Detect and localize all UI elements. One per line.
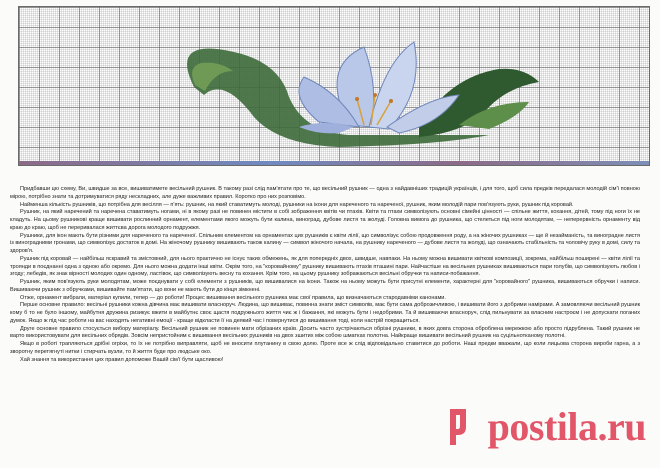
article-text [10,186,640,364]
paragraph: Перше основне правило: весільні рушники кожна дівчина має вишивати власноруч. Людина, що вишиває, повинна знати зміст символів, має бути сама доброзичливою, і вишивати його з добрими намірами. А замовляючи весільний рушник кому б то не було іншому, майбутня дружина ризикує вжити в майбутнє своє щастя подружнього життя чиє ж і бажання, які можуть бути і недобрими. Та й вишиваючи власноруч, слід пильнувати за власним настроєм і не допускати поганих думок. Якщо ж під час роботи на вас находять негативні емоції - краще відкласти її на деякий час і повернутися до вишивання тоді, коли настрій покращиться. [10,302,640,324]
paragraph: Рушники, для ікон мають бути різними для нареченого та нареченої. Спільним елементом на орнаментах цих рушників є квіти лілії, що символізує собою продовження роду, а на жіночих рушниках — ще й незайманість, та виноградне листя із виноградними гронами, що символізує достаток в домі. На жіночому рушнику вишивають також калину — символ жіночого начала, на рушнику нареченого — дубове листя та жолуді, що означають стабільність та чоловічу руку в домі, силу та здоров'я. [10,232,640,254]
lily-stamen-tip [355,97,359,101]
lily-stamen-tip [373,93,377,97]
paragraph: Якщо в роботі трапляються дрібні огріхи, то їх не потрібно виправляти, щоб не вносити плутанину в свою долю. Проте все ж слід відповідально ставитися до роботи. Наші предки вважали, що коли лицьова сторона вироби гарна, а з зворотну перетягнуті нитки і стирчать вузли, то й життя буде про людське око. [10,341,640,355]
watermark-label: postila.ru [487,404,646,449]
cross-stitch-chart [18,6,650,166]
paragraph: Найменша кількість рушників, що потрібна для весілля — п'ять: рушник, на який ставатимуть молоді, рушники на ікони для нареченого та нареченої, рушник, яким молодій пари пов'язують руки, рушник під коровай. [20,201,574,208]
lily-stamen-tip [389,99,393,103]
paragraph: Отже, орнамент вибрали, матеріал купили, тепер — до роботи! Процес вишивання весільного рушника має свої правила, що визначаються стародавніми канонами. [20,294,446,301]
paragraph: Хай знання та використання цих правил допоможе Вашій сім'ї бути щасливою! [20,356,224,363]
paragraph: Придбавши цю схему, Ви, швидше за все, вишиватимете весільний рушник. В такому разі слід пам'ятати про те, що весільний рушник — одна з найдавніших традицій українців, і для того, щоб сила предків передалася молодій сім'ї повною мірою, потрібно знати та дотримуватися ряду нескладних, але дуже важливих правил. Коротко про них розповімо. [10,186,640,200]
chart-bottom-border [19,161,649,165]
paragraph: Друге основне правило стосується вибору матеріалу. Весільний рушник не повинен мати обрізаних країв. Досить часто зустрічаються обрізні рушники, в яких довга сторона оброблена мережкою або просто підрублена. Такий рушник не варто використовувати для весільних обрядів. Зовсім непристойним є вишивання весільних рушників на двох зшитих між собою шматках полотна. Найкраще вишивати весільний рушник на суцільнотканому полотні. [10,325,640,340]
postila-watermark [436,403,646,450]
paragraph: Рушник, яким пов'язують руки молодятам, може поєднувати у собі елементи з рушників, що вишивалися на ікони. Також на ньому можуть бути присутні елементи, характерні для "коровайного" рушника, вишиваються обручки і написи. Вишиваючи рушник з обручками, вишивайте пам'ятати, що вони не мають бути до кінця зімкнені. [10,279,640,293]
paragraph: Рушник під коровай — найбільш яскравий та змістовний, для нього практично не існує таких обмежень, як для попередніх двох, швидше, навпаки. На ньому можна вишивати квіткові композиції, зокрема, найбільш поширені — квіти лілії та троянди в поєднанні одна з одною або окремо. Для нього можна додати інші квіти. Окрім того, на "коровайному" рушнику вишивають птахів пташині пари. Найчастіше на весільних рушниках вишиваються пари голубів, що символізують любов і згоду; лебедів, як знак вірності молодих один одному, ластівок, що символізують весну та кохання. Крім того, на цьому рушнику зображаються весільні обручки та написи-побажання. [10,255,640,278]
paragraph: Рушник, на який наречений та наречена ставатимуть ногами, ні в якому разі не повинен містити в собі зображення квітів чи птахів. Квіти та птахи символізують основні сімейні цінності — спільне життя, кохання, дітей, тому під ноги їх не кладуть. На цьому рушникові краще вишивати рослинний орнамент, елементами якого можуть бути калина, виноград, дубове листя та жолуді. Головна вимога до рушника, що стелеться під ноги молодятам, — неперервність орнаменту від краю до краю, щоб не переривалася життєва дорога молодого подружжя. [10,209,640,231]
postila-logo-icon [436,405,480,449]
lily-pattern-illustration [19,7,649,165]
